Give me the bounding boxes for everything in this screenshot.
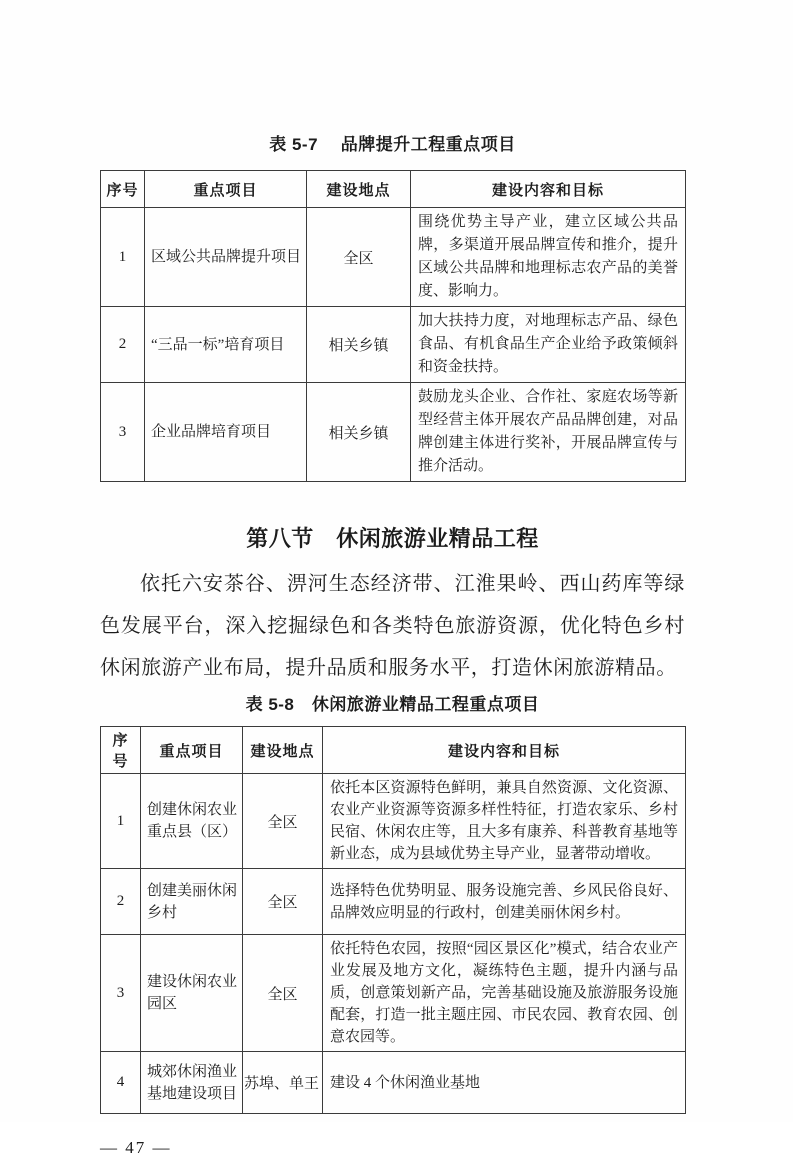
table-5-7-title: 表 5-7 品牌提升工程重点项目 <box>269 135 516 154</box>
table-row <box>101 1052 686 1114</box>
column-header-no: 序号 <box>101 727 141 774</box>
table-5-8-header-row <box>101 727 686 774</box>
cell-project: 城郊休闲渔业基地建设项目 <box>141 1052 243 1114</box>
cell-location: 相关乡镇 <box>307 383 411 482</box>
table-row <box>101 208 686 307</box>
cell-no: 3 <box>101 383 145 482</box>
cell-location: 全区 <box>243 774 323 869</box>
cell-content: 依托特色农园，按照“园区景区化”模式，结合农业产业发展及地方文化，凝练特色主题，提升内涵与品质，创意策划新产品，完善基础设施及旅游服务设施配套，打造一批主题庄园、市民农园、教育农园、创意农园等。 <box>323 935 686 1052</box>
cell-location: 全区 <box>243 869 323 935</box>
table-5-7-header-row <box>101 171 686 208</box>
cell-location: 苏埠、单王 <box>243 1052 323 1114</box>
cell-location: 全区 <box>307 208 411 307</box>
cell-no: 4 <box>101 1052 141 1114</box>
column-header-location: 建设地点 <box>243 727 323 774</box>
cell-project: 创建美丽休闲乡村 <box>141 869 243 935</box>
cell-content: 鼓励龙头企业、合作社、家庭农场等新型经营主体开展农产品品牌创建，对品牌创建主体进行奖补，开展品牌宣传与推介活动。 <box>411 383 686 482</box>
cell-project: 建设休闲农业园区 <box>141 935 243 1052</box>
cell-project: “三品一标”培育项目 <box>145 307 307 383</box>
table-5-8 <box>100 726 686 1114</box>
cell-no: 1 <box>101 774 141 869</box>
section-paragraph: 依托六安茶谷、淠河生态经济带、江淮果岭、西山药库等绿色发展平台，深入挖掘绿色和各类特色旅游资源，优化特色乡村休闲旅游产业布局，提升品质和服务水平，打造休闲旅游精品。 <box>100 573 685 679</box>
table-row <box>101 774 686 869</box>
column-header-content: 建设内容和目标 <box>411 171 686 208</box>
column-header-location: 建设地点 <box>307 171 411 208</box>
column-header-content: 建设内容和目标 <box>323 727 686 774</box>
cell-content: 加大扶持力度，对地理标志产品、绿色食品、有机食品生产企业给予政策倾斜和资金扶持。 <box>411 307 686 383</box>
column-header-project: 重点项目 <box>141 727 243 774</box>
cell-no: 2 <box>101 307 145 383</box>
column-header-project: 重点项目 <box>145 171 307 208</box>
cell-no: 1 <box>101 208 145 307</box>
table-5-7 <box>100 170 686 482</box>
cell-no: 3 <box>101 935 141 1052</box>
cell-location: 全区 <box>243 935 323 1052</box>
cell-project: 创建休闲农业重点县（区） <box>141 774 243 869</box>
table-row <box>101 383 686 482</box>
cell-location: 相关乡镇 <box>307 307 411 383</box>
column-header-no: 序号 <box>101 171 145 208</box>
cell-project: 区域公共品牌提升项目 <box>145 208 307 307</box>
cell-content: 围绕优势主导产业，建立区域公共品牌，多渠道开展品牌宣传和推介，提升区域公共品牌和地理标志农产品的美誉度、影响力。 <box>411 208 686 307</box>
cell-no: 2 <box>101 869 141 935</box>
cell-content: 建设 4 个休闲渔业基地 <box>323 1052 686 1114</box>
table-row <box>101 935 686 1052</box>
table-5-8-title: 表 5-8 休闲旅游业精品工程重点项目 <box>245 695 540 714</box>
cell-content: 选择特色优势明显、服务设施完善、乡风民俗良好、品牌效应明显的行政村，创建美丽休闲乡村。 <box>323 869 686 935</box>
section-heading: 第八节 休闲旅游业精品工程 <box>246 526 539 551</box>
cell-content: 依托本区资源特色鲜明，兼具自然资源、文化资源、农业产业资源等资源多样性特征，打造农家乐、乡村民宿、休闲农庄等，且大多有康养、科普教育基地等新业态，成为县域优势主导产业，显著带动增收。 <box>323 774 686 869</box>
table-row <box>101 869 686 935</box>
page-number: — 47 — <box>100 1138 172 1157</box>
cell-project: 企业品牌培育项目 <box>145 383 307 482</box>
table-row <box>101 307 686 383</box>
